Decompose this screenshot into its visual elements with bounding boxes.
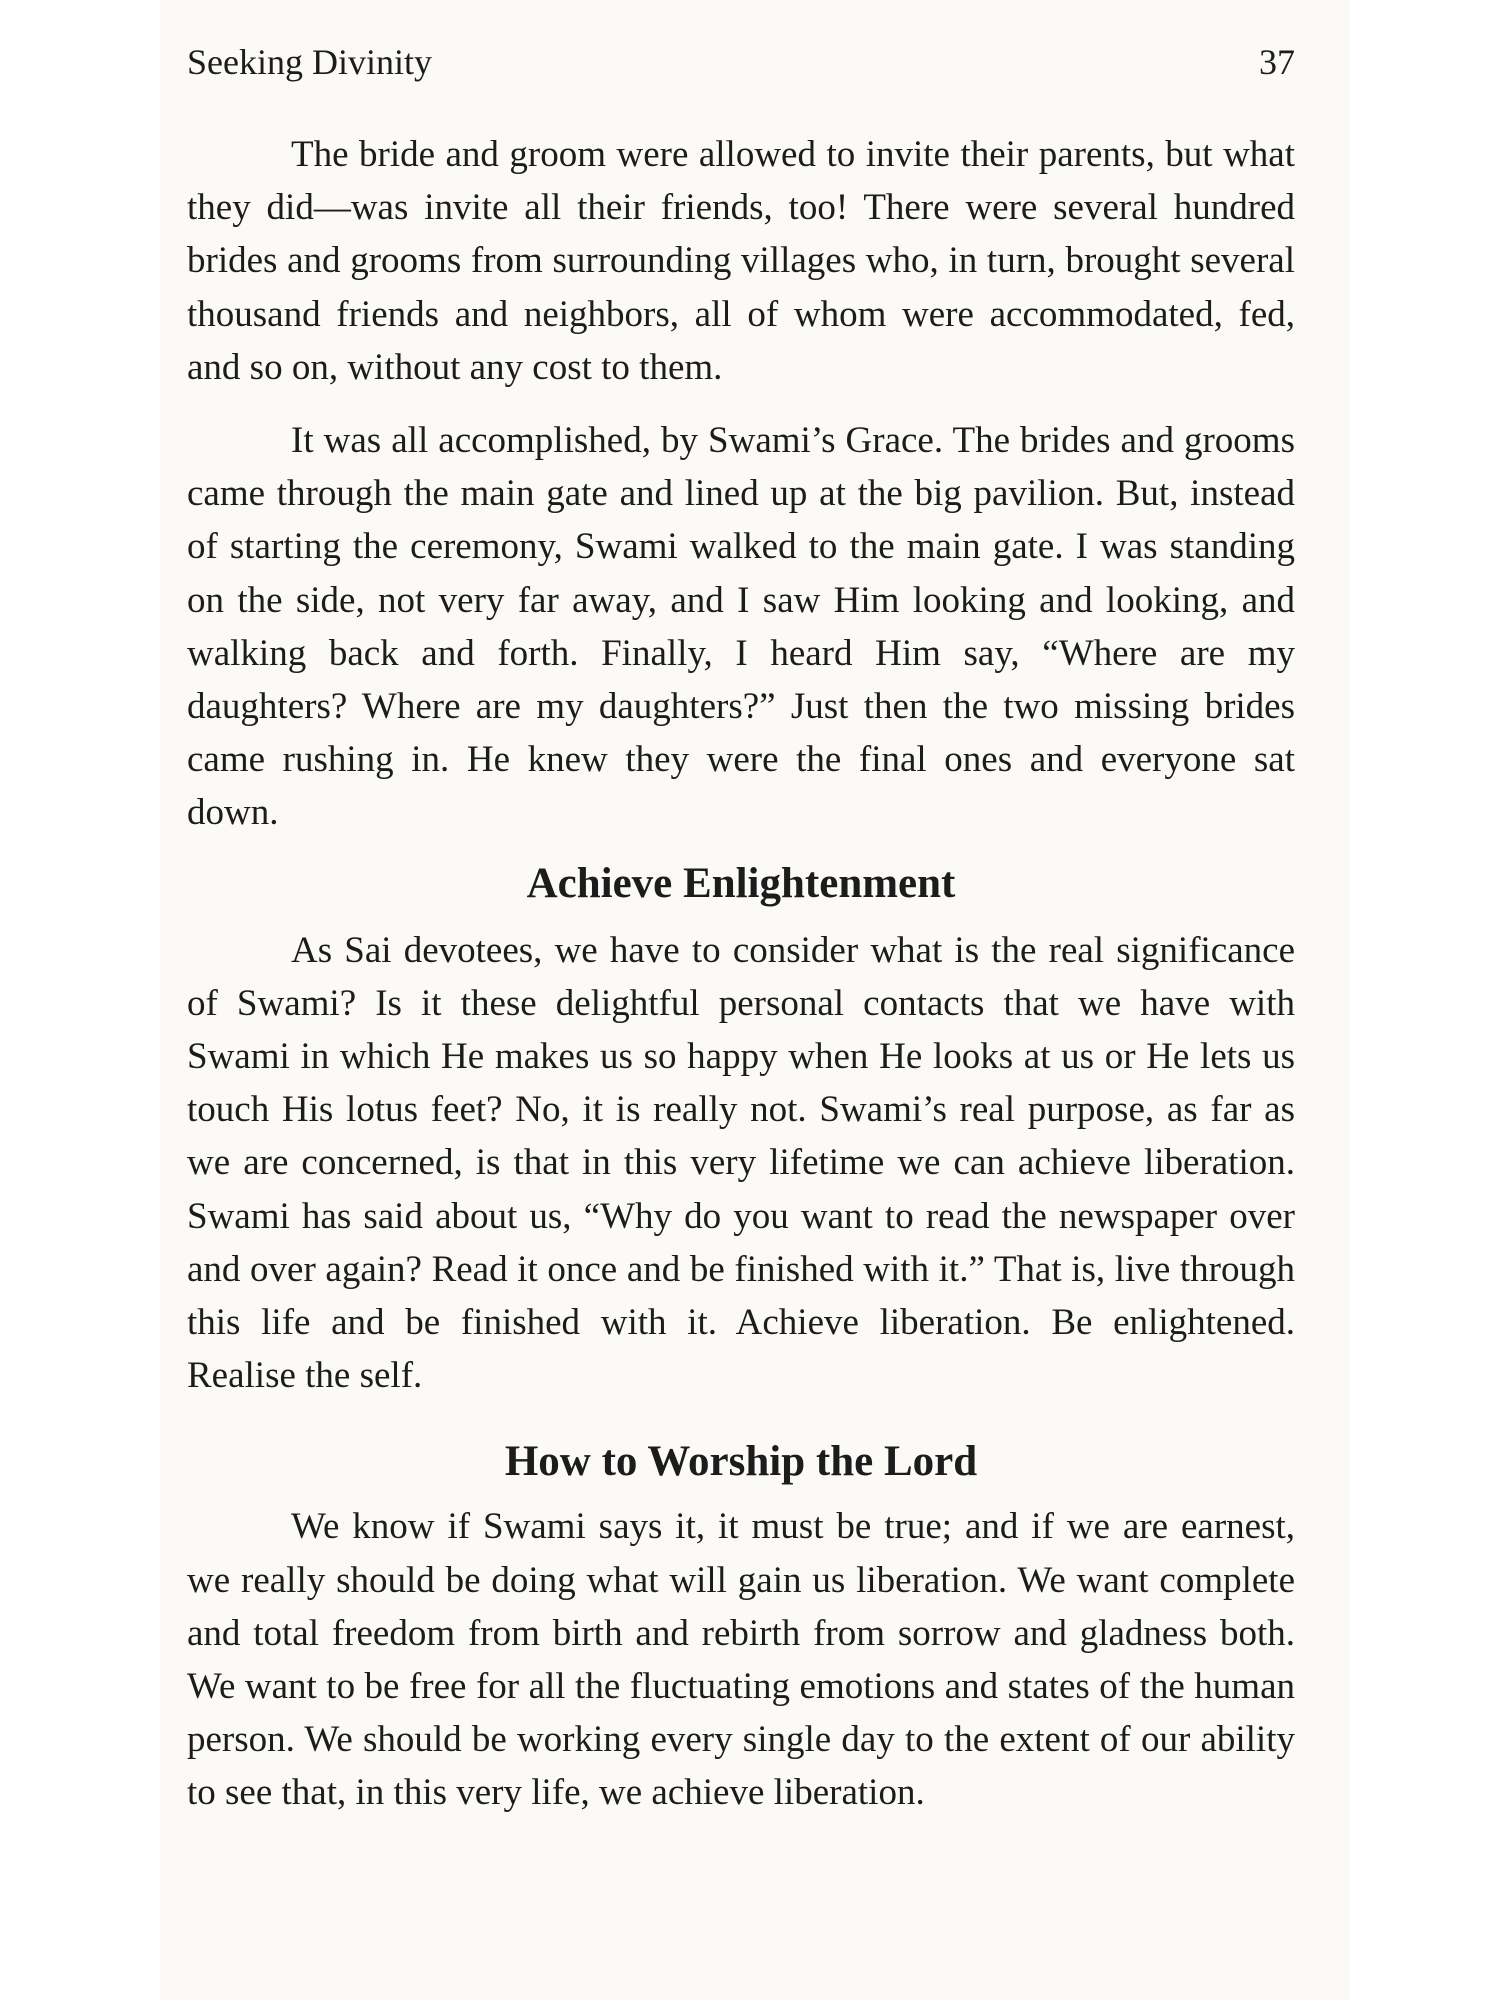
paragraph-how-to-worship: We know if Swami says it, it must be true; and if we are earnest, we really should be doing what will gain us liberation. We want complete and total freedom from birth and rebirth from sorrow and gladness both. We want to be free for all the fluctuating emotions and states of the human person. We should be working every single day to the extent of our ability to see that, in this very life, we achieve liberation. [187, 1506, 1295, 1814]
paragraph-achieve-enlightenment: As Sai devotees, we have to consider what is the real significance of Swami? Is it these delightful personal contacts that we have with Swami in which He makes us so happy when He looks at us or He lets us touch His lotus feet? No, it is really not. Swami’s real purpose, as far as we are concerned, is that in this very lifetime we can achieve liberation. Swami has said about us, “Why do you want to read the newspaper over and over again? Read it once and be finished with it.” That is, live through this life and be finished with it. Achieve liberation. Be enlightened. Realise the self. [187, 929, 1295, 1397]
page-number: 37 [1259, 42, 1295, 82]
running-head [187, 38, 1295, 86]
heading-how-to-worship: How to Worship the Lord [504, 1438, 978, 1486]
heading-achieve-enlightenment: Achieve Enlightenment [526, 859, 956, 907]
paragraph-missing-brides: It was all accomplished, by Swami’s Grace. The brides and grooms came through the main gate and lined up at the big pavilion. But, instead of starting the ceremony, Swami walked to the main gate. I was standing on the side, not very far away, and I saw Him looking and looking, and walking back and forth. Finally, I heard Him say, “Where are my daughters? Where are my daughters?” Just then the two missing brides came rushing in. He knew they were the final ones and everyone sat down. [187, 420, 1295, 834]
book-page [160, 0, 1350, 2000]
running-title: Seeking Divinity [187, 42, 432, 82]
page-body [187, 128, 1295, 1820]
paragraph-wedding-invitations: The bride and groom were allowed to invite their parents, but what they did—was invite all their friends, too! There were several hundred brides and grooms from surrounding villages who, in turn, brought several thousand friends and neighbors, all of whom were accommodated, fed, and so on, without any cost to them. [187, 134, 1295, 388]
